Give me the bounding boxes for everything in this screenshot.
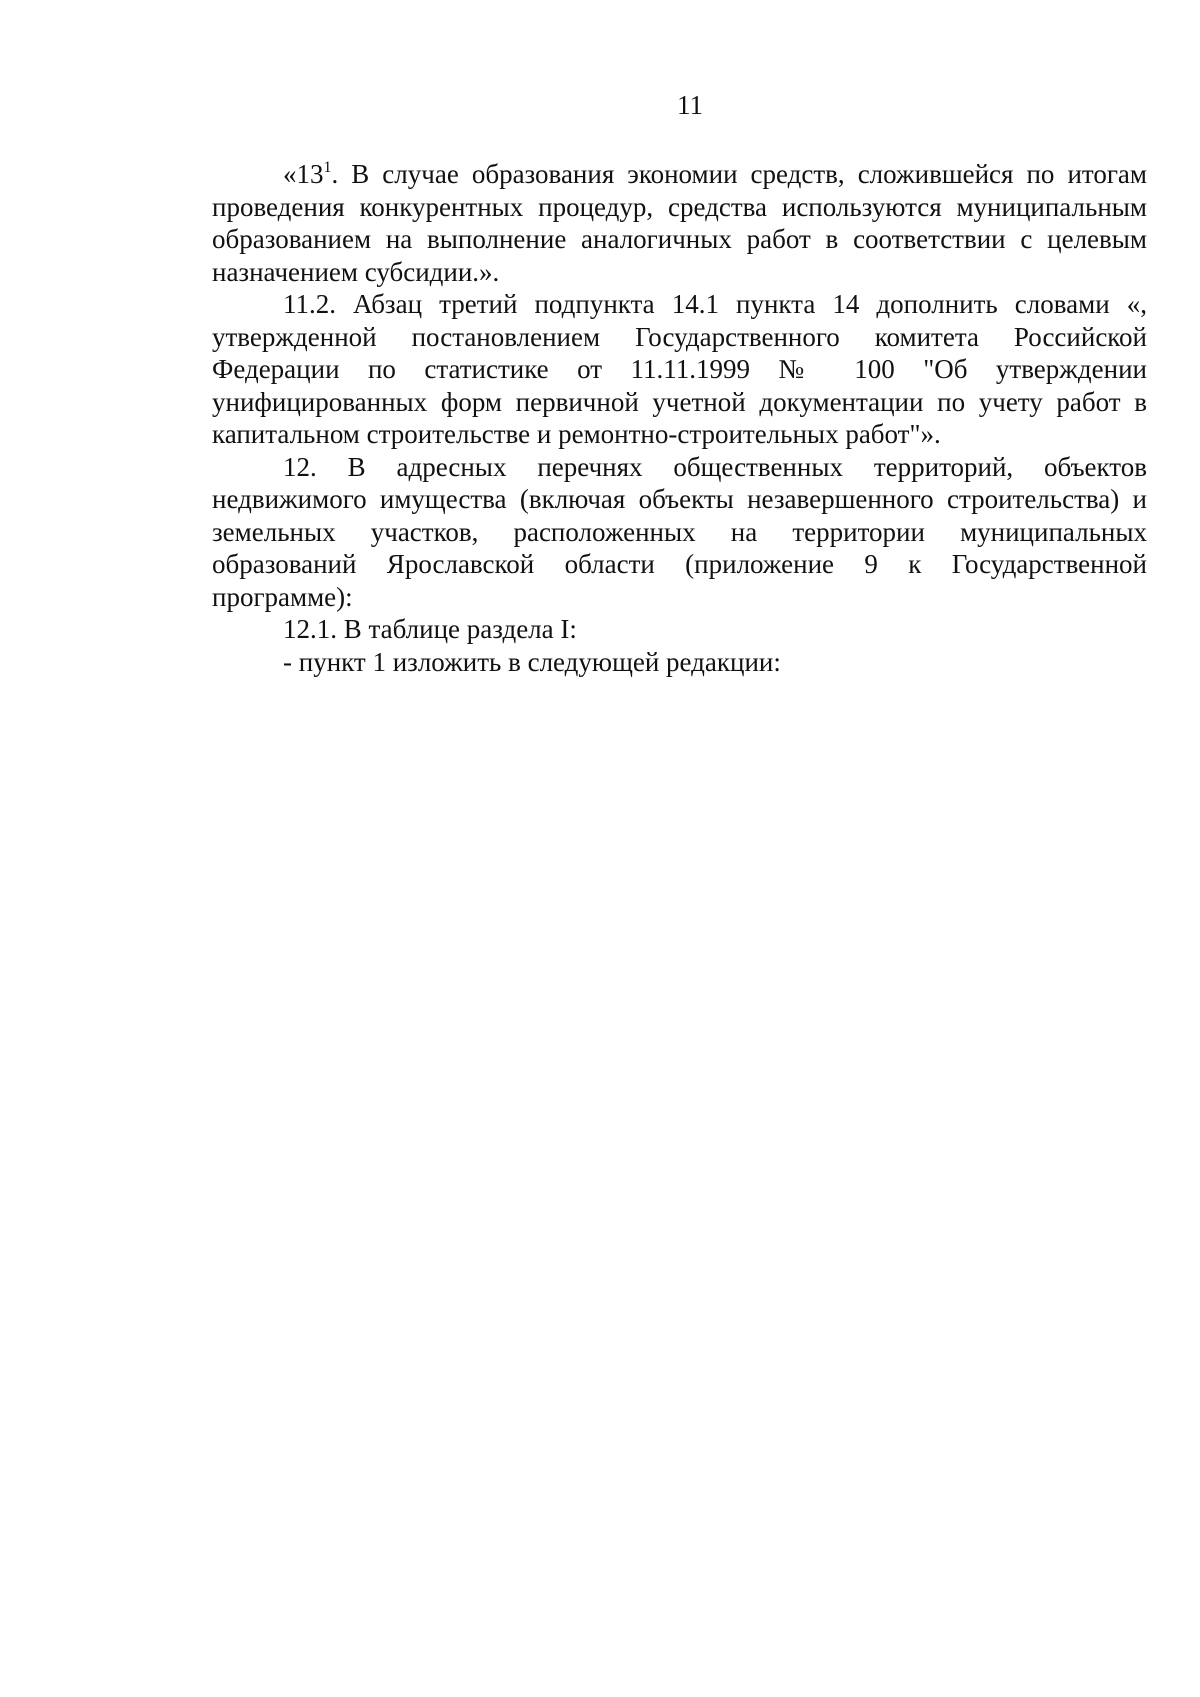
superscript: 1: [323, 159, 332, 176]
paragraph-12: 12. В адресных перечнях общественных территорий, объектов недвижимого имущества (включая объекты незавершенного строительства) и земельных участков, расположенных на территории муниципальных образований Ярославской области (приложение 9 к Государственной программе):: [212, 451, 1147, 612]
page-number: 11: [677, 90, 703, 120]
paragraph-item-1: - пункт 1 изложить в следующей редакции:: [283, 646, 781, 677]
paragraph-11-2: 11.2. Абзац третий подпункта 14.1 пункта 14 дополнить словами «, утвержденной постановлением Государственного комитета Российской Федерации по статистике от 11.11.1999 № 100 "Об утверждении унифицированных форм первичной учетной документации по учету работ в капитальном строительстве и ремонтно-строительных работ"».: [212, 289, 1147, 449]
document-body: [212, 158, 1147, 678]
paragraph-prefix: «13: [283, 159, 324, 189]
paragraph-12-1: 12.1. В таблице раздела I:: [283, 614, 577, 644]
paragraph-13-1: [212, 158, 1147, 288]
paragraph-text: . В случае образования экономии средств, сложившейся по итогам проведения конкурентных процедур, средства используются муниципальным образованием на выполнение аналогичных работ в соответствии с целевым назначением субсидии.».: [212, 159, 1147, 287]
